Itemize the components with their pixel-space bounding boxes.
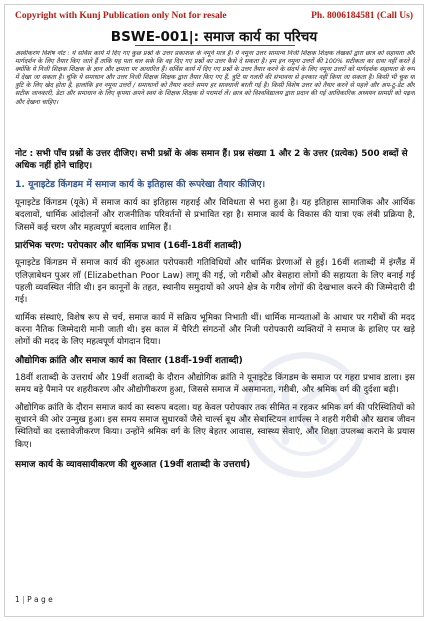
footer-separator: |: [19, 595, 28, 604]
section-heading-early-phase: प्रारंभिक चरण: परोपकार और धार्मिक प्रभाव (16वीं-18वीं शताब्दी): [15, 240, 242, 251]
document-page: [4, 4, 424, 617]
answer-body: [15, 148, 415, 471]
paragraph-poor-law: यूनाइटेड किंगडम में समाज कार्य की शुरुआत परोपकारी गतिविधियों और धार्मिक प्रेरणाओं से हुई। 16वीं शताब्दी में इंग्लैंड में एलिज़ाबेथन पुअर लॉ (Elizabethan Poor Law) लागू की गई, जो गरीबों और बेसहारा लोगों की सहायता के लिए बनाई गई पहली व्यवस्थित नीति थी। इन कानूनों के तहत, स्थानीय समुदायों को अपने क्षेत्र के गरीब लोगों की देखभाल करने की जिम्मेदारी दी गई।: [15, 258, 415, 306]
section-heading-professionalization: समाज कार्य के व्यावसायीकरण की शुरुआत (19वीं शताब्दी के उत्तरार्ध): [15, 459, 251, 470]
exam-note: नोट : सभी पाँच प्रश्नों के उत्तर दीजिए। सभी प्रश्नों के अंक समान हैं। प्रश्न संख्या 1 और 2 के उत्तर (प्रत्येक) 500 शब्दों से अधिक नहीं होने चाहिए।: [15, 149, 408, 172]
title-underline: [135, 45, 295, 46]
page-title: BSWE-001|: समाज कार्य का परिचय: [110, 29, 318, 45]
page-label: P a g e: [27, 595, 53, 604]
page-footer: [15, 595, 53, 604]
paragraph-religious-institutions: धार्मिक संस्थाएं, विशेष रूप से चर्च, समाज कार्य में सक्रिय भूमिका निभाती थीं। धार्मिक मान्यताओं के आधार पर गरीबों की मदद करना नैतिक जिम्मेदारी मानी जाती थी। इस काल में चैरिटी संगठनों और निजी परोपकारी व्यक्तियों ने समाज के हाशिए पर खड़े लोगों की मदद के लिए महत्वपूर्ण योगदान दिया।: [15, 312, 415, 348]
phone-number: Ph. 8006184581 (Call Us): [311, 11, 413, 21]
paragraph-intro: यूनाइटेड किंगडम (यूके) में समाज कार्य का इतिहास गहराई और विविधता से भरा हुआ है। यह इतिहास सामाजिक और आर्थिक बदलावों, धार्मिक आंदोलनों और राजनीतिक परिवर्तनों से प्रभावित रहा है। समाज कार्य के विकास की यात्रा एक लंबी प्रक्रिया है, जिसमें कई चरण और महत्वपूर्ण बदलाव शामिल हैं।: [15, 198, 415, 233]
copyright-text: Copyright with Kunj Publication only Not for resale: [15, 11, 227, 21]
section-heading-industrial-revolution: औद्योगिक क्रांति और समाज कार्य का विस्तार (18वीं-19वीं शताब्दी): [15, 355, 243, 366]
page-number: 1: [15, 595, 20, 604]
paragraph-social-reformers: औद्योगिक क्रांति के दौरान समाज कार्य का स्वरूप बदला। यह केवल परोपकार तक सीमित न रहकर श्रमिक वर्ग की परिस्थितियों को सुधारने की ओर उन्मुख हुआ। इस समय समाज सुधारकों जैसे चार्ल्स बूथ और सेबास्टियन शार्पल्स ने शहरी गरीबी और खराब जीवन स्थितियों का दस्तावेजीकरण किया। उन्होंने श्रमिक वर्ग के लिए बेहतर आवास, स्वास्थ्य सेवाएं, और शिक्षा उपलब्ध कराने के प्रयास किए।: [15, 402, 415, 450]
paragraph-industrial-impact: 18वीं शताब्दी के उत्तरार्ध और 19वीं शताब्दी के दौरान औद्योगिक क्रांति ने यूनाइटेड किंगडम के समाज पर गहरा प्रभाव डाला। इस समय बड़े पैमाने पर शहरीकरण और औद्योगीकरण हुआ, जिससे समाज में असमानता, गरीबी, और श्रमिक वर्ग की दुर्दशा बढ़ी।: [15, 373, 415, 396]
copyright-header: [15, 9, 413, 23]
disclaimer-text: अस्वीकरण विशेष नोट : ये सर्विस कार्य में दिए गए कुछ प्रश्नों के उत्तर प्रकाशक के नमूने मात्र हैं। ये नमूना उत्तर सामान्य निजी शिक्षक शिक्षक लेखकों द्वारा छात्र को सहायता और मार्गदर्शन के लिए तैयार किए जाते हैं ताकि यह पता चल सके कि वह दिए गए प्रश्नों का उत्तर कैसे दे सकता है। हम इन नमूना उत्तरों की 100% सटीकता का दावा नहीं करते हैं क्योंकि ये निजी शिक्षक शिक्षक के ज्ञान और क्षमता पर आधारित हैं। सर्विस कार्य में दिए गए प्रश्नों के उत्तर तैयार करने के संदर्भ के लिए नमूना उत्तरों को मार्गदर्शक सहायता के रूप में देखा जा सकता है। चूंकि ये समाधान और उत्तर निजी शिक्षक शिक्षक द्वारा तैयार किए गए हैं, त्रुटि या गलती की संभावना से इनकार नहीं किया जा सकता है। किसी भी चूक या त्रुटि के लिए खेद होता है, हालांकि इन नमूना उत्तरों / समाधानों को तैयार करते समय हर सावधानी बरती गई है। किसी विशेष उत्तर को तैयार करने से पहले और अप-टू-डेट और सटीक जानकारी, डेटा और समाधान के लिए कृपया अपने स्वयं के शिक्षक शिक्षक से परामर्श लें। छात्र को विश्वविद्यालय द्वारा प्रदान की गई आधिकारिक अध्ययन सामग्री को पढ़ना और देखना चाहिए।: [15, 50, 415, 106]
question-heading: 1. यूनाइटेड किंगडम में समाज कार्य के इतिहास की रूपरेखा तैयार कीजिए।: [15, 178, 266, 190]
